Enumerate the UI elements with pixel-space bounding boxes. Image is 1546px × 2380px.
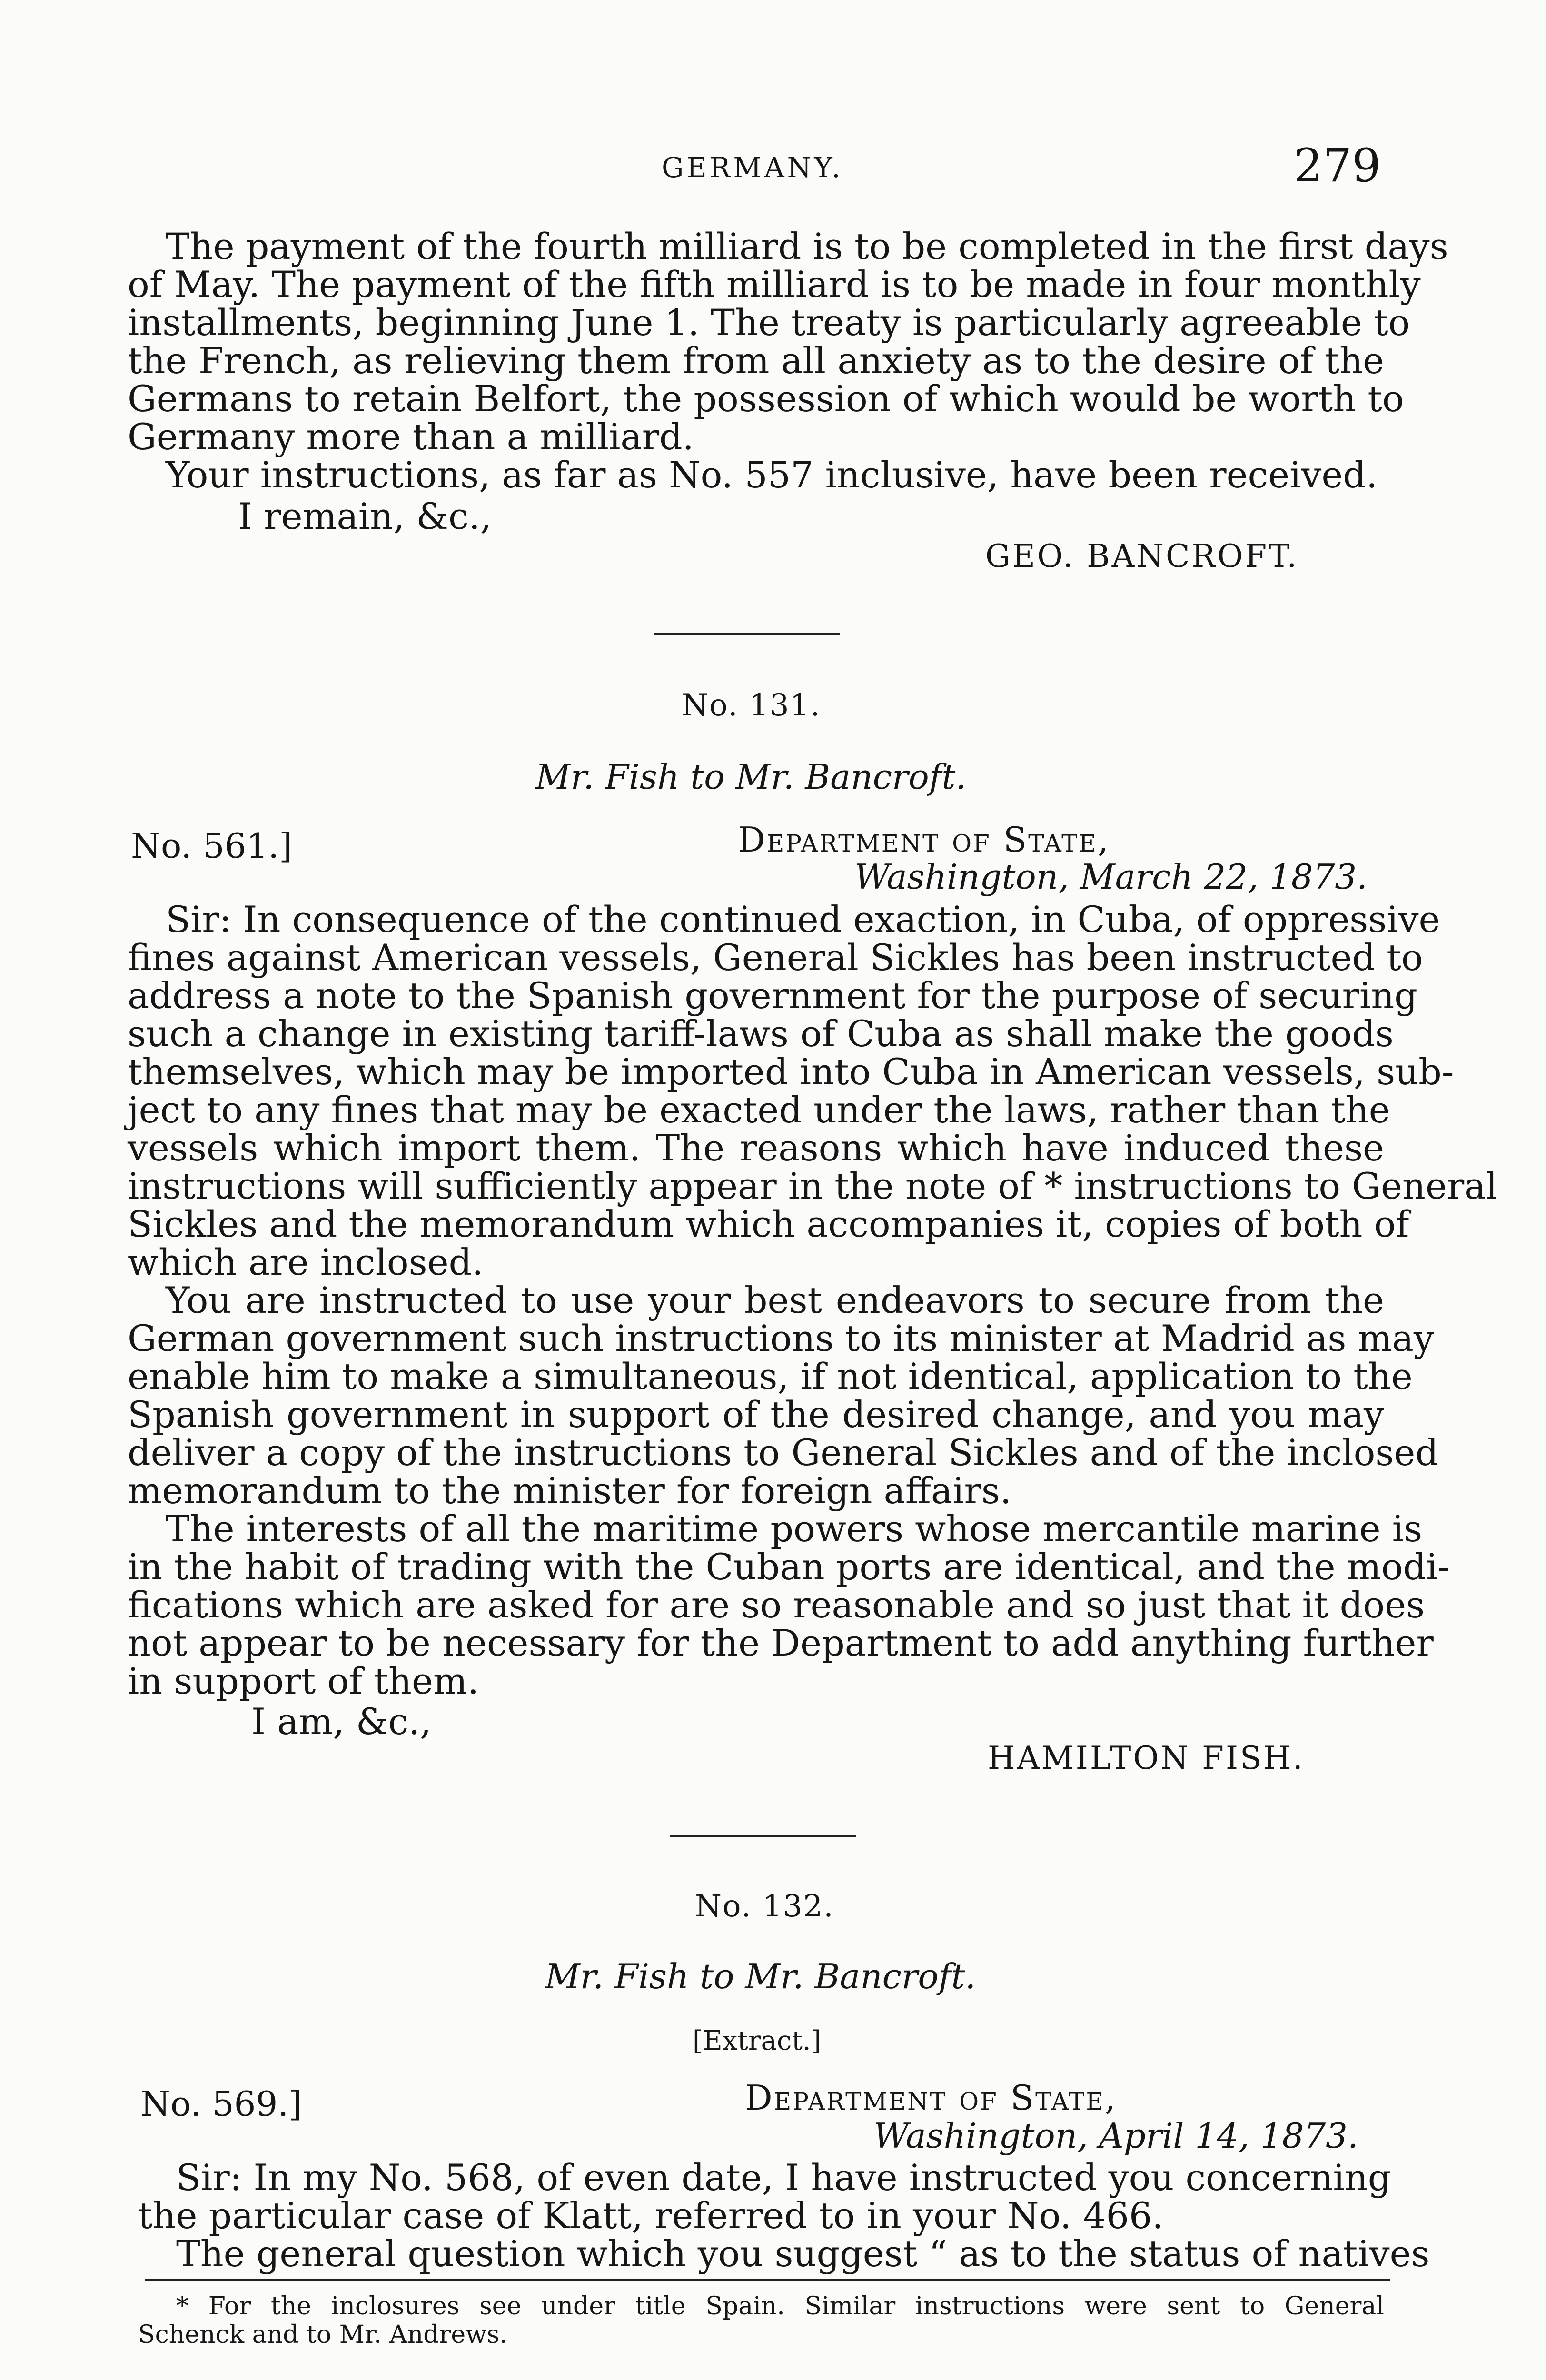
text-line: The interests of all the maritime powers whose mercantile marine is <box>166 1507 1423 1550</box>
text-line: German government such instructions to its minister at Madrid as may <box>128 1317 1434 1359</box>
letter-reference: No. 561.] <box>131 826 293 866</box>
text-line: Germany more than a milliard. <box>128 416 694 458</box>
extract-label: [Extract.] <box>693 2025 822 2056</box>
running-title: GERMANY. <box>662 151 843 184</box>
footnote <box>138 2292 1384 2349</box>
text-line: not appear to be necessary for the Department to add anything further <box>128 1622 1434 1664</box>
letter-131-paragraph-3 <box>128 1507 1450 1702</box>
text-line: which are inclosed. <box>128 1241 484 1283</box>
place-date: Washington, March 22, 1873. <box>854 857 1368 897</box>
text-line: The payment of the fourth milliard is to be completed in the first days <box>166 225 1448 268</box>
text-line: ject to any fines that may be exacted under the laws, rather than the <box>128 1089 1390 1131</box>
page-number: 279 <box>1294 139 1381 192</box>
department-heading: Department of State, <box>738 820 1110 860</box>
text-line: Germans to retain Belfort, the possession of which would be worth to <box>128 377 1404 420</box>
signature: GEO. BANCROFT. <box>985 538 1299 575</box>
text-line: fications which are asked for are so reasonable and so just that it does <box>128 1584 1425 1626</box>
text-line: the French, as relieving them from all anxiety as to the desire of the <box>128 339 1384 382</box>
letter-title: Mr. Fish to Mr. Bancroft. <box>545 1956 976 1996</box>
text-line: The general question which you suggest “ as to the status of natives <box>176 2232 1430 2275</box>
footnote-rule <box>145 2279 1390 2281</box>
instructions-line: Your instructions, as far as No. 557 inclusive, have been received. <box>166 454 1378 496</box>
letter-title: Mr. Fish to Mr. Bancroft. <box>535 757 967 797</box>
department-heading: Department of State, <box>745 2078 1117 2118</box>
text-line: Spanish government in support of the desired change, and you may <box>128 1393 1384 1436</box>
footnote-line: Schenck and to Mr. Andrews. <box>138 2320 507 2349</box>
text-line: of May. The payment of the fifth milliard is to be made in four monthly <box>128 263 1421 306</box>
text-line: themselves, which may be imported into Cuba in American vessels, sub- <box>128 1051 1454 1093</box>
text-line: Sickles and the memorandum which accompanies it, copies of both of <box>128 1203 1409 1245</box>
text-line: fines against American vessels, General Sickles has been instructed to <box>128 936 1423 979</box>
text-line: Sir: In consequence of the continued exaction, in Cuba, of oppressive <box>166 898 1440 941</box>
text-line: address a note to the Spanish government for the purpose of securing <box>128 974 1417 1017</box>
text-line: the particular case of Klatt, referred to in your No. 466. <box>138 2194 1164 2237</box>
text-line: enable him to make a simultaneous, if not identical, application to the <box>128 1355 1413 1398</box>
text-line: Sir: In my No. 568, of even date, I have instructed you concerning <box>176 2156 1391 2199</box>
closing: I remain, &c., <box>238 495 492 537</box>
section-divider <box>654 633 840 635</box>
letter-130-paragraph <box>128 225 1448 496</box>
text-line: deliver a copy of the instructions to General Sickles and of the inclosed <box>128 1431 1439 1474</box>
text-line: in the habit of trading with the Cuban ports are identical, and the modi- <box>128 1546 1450 1588</box>
letter-131-paragraph-2 <box>128 1279 1439 1512</box>
text-line: in support of them. <box>128 1660 479 1702</box>
text-line: such a change in existing tariff-laws of Cuba as shall make the goods <box>128 1012 1394 1055</box>
text-line: vessels which import them. The reasons which have induced these <box>128 1127 1384 1169</box>
closing: I am, &c., <box>251 1700 432 1743</box>
section-divider <box>670 1835 856 1837</box>
text-line: instructions will sufficiently appear in the note of * instructions to General <box>128 1165 1497 1207</box>
text-line: memorandum to the minister for foreign affairs. <box>128 1469 1012 1512</box>
letter-132-paragraph-1 <box>138 2156 1430 2275</box>
footnote-line: * For the inclosures see under title Spain. Similar instructions were sent to General <box>176 2292 1384 2320</box>
letter-reference: No. 569.] <box>140 2084 302 2124</box>
text-line: installments, beginning June 1. The treaty is particularly agreeable to <box>128 301 1410 344</box>
letter-number: No. 132. <box>695 1889 834 1924</box>
text-line: You are instructed to use your best endeavors to secure from the <box>166 1279 1384 1321</box>
place-date: Washington, April 14, 1873. <box>873 2116 1358 2156</box>
letter-131-paragraph-1 <box>128 898 1497 1283</box>
letter-number: No. 131. <box>682 688 821 723</box>
signature: HAMILTON FISH. <box>988 1740 1305 1776</box>
